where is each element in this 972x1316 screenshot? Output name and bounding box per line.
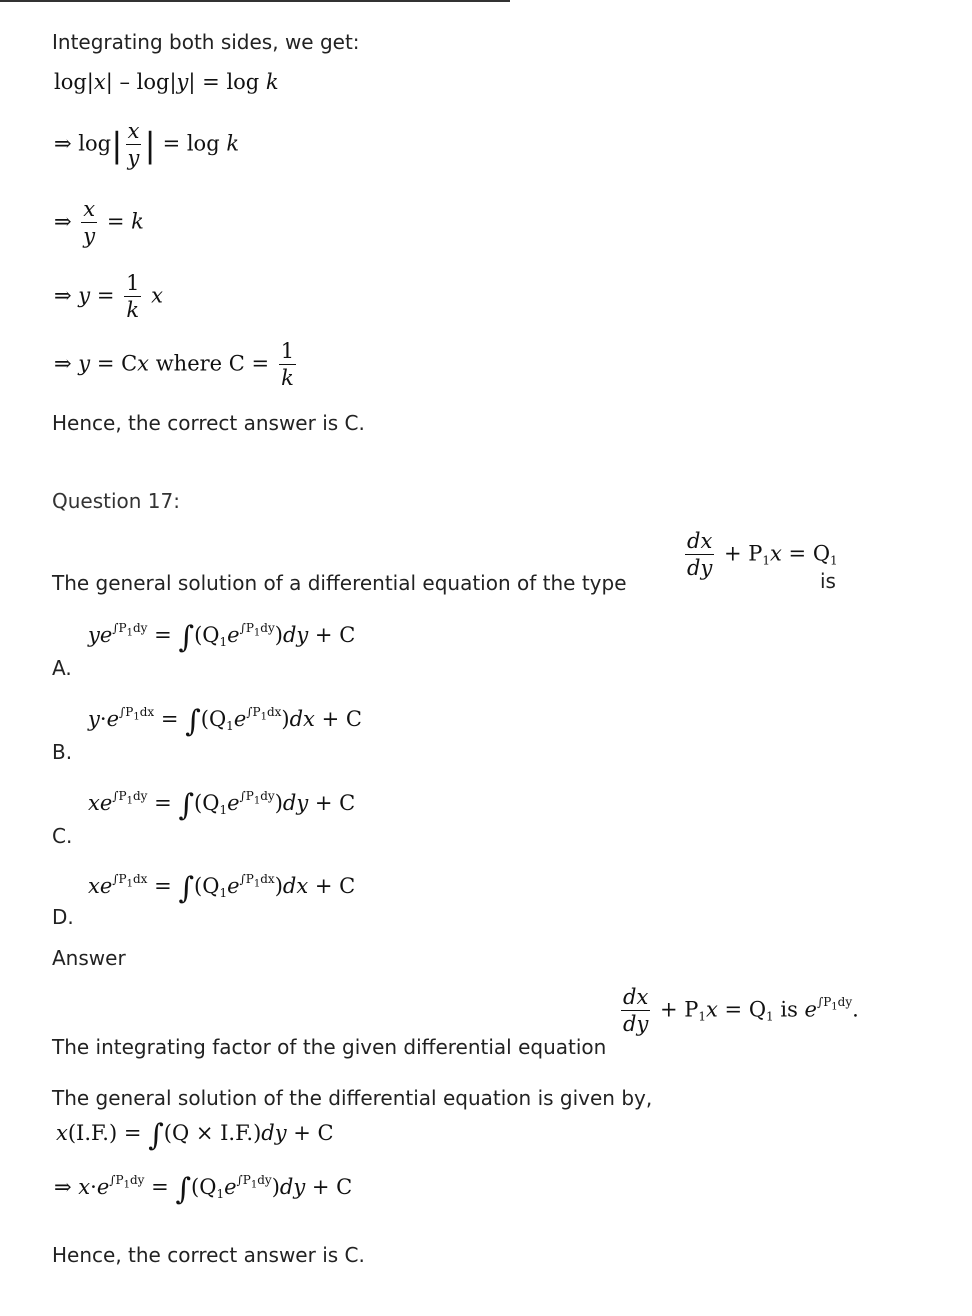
- question-text: The general solution of a differential equation of the type: [52, 571, 627, 595]
- option-d-equation: $xe^{\int P_1dx} = \int(Q_1e^{\int P_1dx})dx + C$: [88, 871, 356, 906]
- prev-conclusion: Hence, the correct answer is C.: [52, 411, 365, 435]
- option-a-letter: A.: [52, 656, 72, 680]
- option-c-letter: C.: [52, 824, 73, 848]
- question-equation: $\frac{dx}{dy}$ + $P_1x = Q_1$: [687, 529, 838, 581]
- equation-y-equals-x-over-k: ⇒ y = $\frac{1}{k}$ x: [54, 271, 164, 323]
- option-c-equation: $xe^{\int P_1dy} = \int(Q_1e^{\int P_1dy})dy + C$: [88, 788, 356, 823]
- top-rule: [0, 0, 510, 2]
- equation-log-difference: log|x| – log|y| = log k: [54, 70, 279, 94]
- answer-general-text: The general solution of the differential equation is given by,: [52, 1086, 653, 1110]
- option-d-letter: D.: [52, 905, 74, 929]
- integrating-intro: Integrating both sides, we get:: [52, 30, 360, 54]
- answer-final-equation: ⇒ $x\cdot e^{\int P_1dy} = \int(Q_1e^{\int P_1dy})dy + C$: [54, 1172, 353, 1207]
- question-heading: Question 17:: [52, 489, 180, 513]
- equation-x-over-y: ⇒ $\frac{x}{y}$ = k: [54, 197, 144, 249]
- equation-y-equals-cx: ⇒ y = Cx where C = $\frac{1}{k}$: [54, 339, 295, 391]
- answer-conclusion: Hence, the correct answer is C.: [52, 1243, 365, 1267]
- option-a-equation: $ye^{\int P_1dy} = \int(Q_1e^{\int P_1dy})dy + C$: [88, 620, 356, 655]
- option-b-letter: B.: [52, 740, 73, 764]
- equation-log-ratio: ⇒ log| $\frac{x}{y}$ | = log k: [54, 119, 240, 171]
- question-text-end: is: [820, 569, 836, 593]
- answer-if-equation: $\frac{dx}{dy}$ + $P_1x = Q_1$ is $e^{\int P_1dy}$.: [623, 985, 859, 1037]
- answer-general-formula: x(I.F.) = ∫(Q × I.F.)dy + C: [56, 1118, 334, 1153]
- answer-if-text: The integrating factor of the given differential equation: [52, 1035, 607, 1059]
- answer-heading: Answer: [52, 946, 126, 970]
- option-b-equation: $y\cdot e^{\int P_1dx} = \int(Q_1e^{\int P_1dx})dx + C$: [88, 704, 362, 739]
